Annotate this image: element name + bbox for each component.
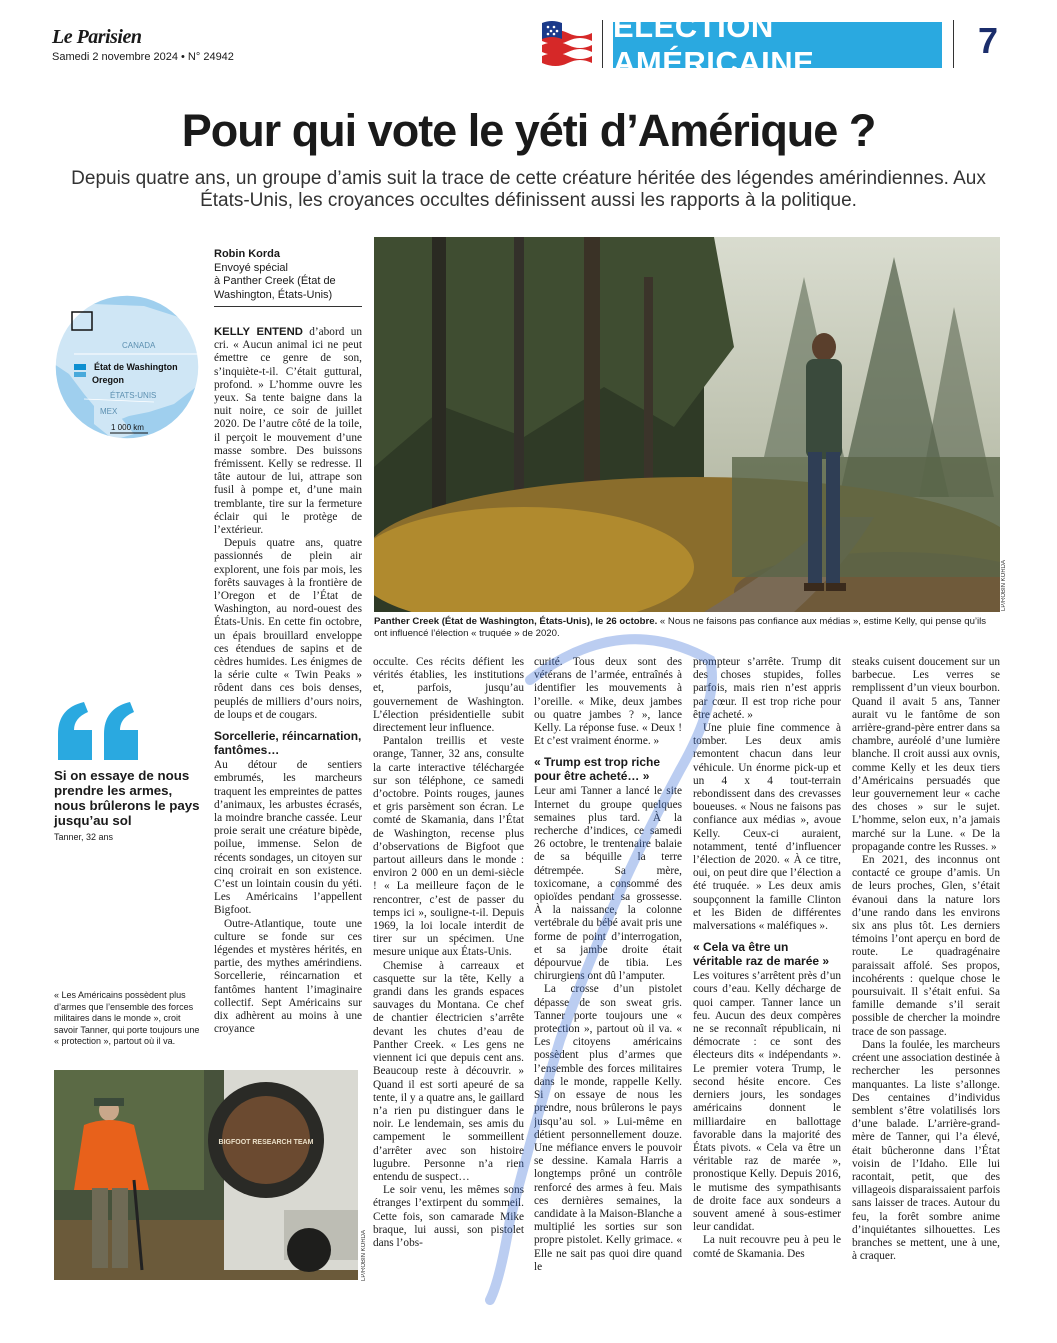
map-label-state: État de Washington [94, 362, 178, 372]
author-name: Robin Korda [214, 248, 280, 260]
map-label-canada: CANADA [122, 341, 156, 350]
paragraph: Le soir venu, les mêmes sons étranges l’extirpent du sommeil. Cette fois, son camarade Mike braque, lui aussi, son pistolet dans l’obs- [373, 1184, 524, 1249]
pull-quote: Si on essaye de nous prendre les armes, nous brûlerons le pays jusqu’au sol [54, 768, 200, 828]
map-scale: 1 000 km [111, 423, 144, 432]
author-location: à Panther Creek (État de Washington, États-Unis) [214, 275, 336, 301]
map-label-mex: MEX [100, 407, 118, 416]
newspaper-logo: Le Parisien [52, 26, 142, 48]
paragraph: Chemise à carreaux et casquette sur la tête, Kelly a grandi dans les grands espaces sauvages du Montana. Ce chef de chantier électricien s’arrête devant les chutes d’eau de Panther Creek. « Les gens ne viennent ici que depuis cent ans. Beaucoup reste à découvrir. » Quand il est sorti apeuré de sa tente, il y a quatre ans, le gaillard n’a rien pu distinguer dans le noir. Le lendemain, ses amis du campement le sommeillent d’arrêter avec son histoire lugubre. Personne n’a rien entendu de suspect… [373, 959, 524, 1183]
us-flag-icon [538, 19, 594, 69]
body-column-2 [373, 656, 524, 1281]
paragraph: En 2021, des inconnus ont contacté ce groupe d’amis. Un de leurs proches, Glen, s’était évanoui dans la nature lors d’une rando dans les environs six ans plus tôt. Les derniers témoins l’ont aperçu en bord de route. Le quadragénaire paraissait affolé. Ses propos, incohérents : quelque chose le poursuivait. Il s’était enfui. Sa famille demande s’il serait possible de chercher la moindre trace de son passage. [852, 854, 1000, 1038]
paragraph: La crosse d’un pistolet dépasse de son sweat gris. Tanner porte toujours une « protection », partout où il va. « Les citoyens américains possèdent plus d’armes que l’ensemble des forces militaires dans le monde, rappelle Kelly. Si on essaye de nous les prendre, nous brûlerons le pays jusqu’au sol. » Lui-même en détient personnellement douze. Une méfiance envers le pouvoir se dessine. Kamala Harris a longtemps prôné un contrôle renforcé des armes à feu. Mais ces dernières semaines, la candidate à la Maison-Blanche a multiplié les sorties sur son propre pistolet. Kelly grimace. « Elle ne sait pas quoi dire quand le [534, 983, 682, 1273]
photo-caption [374, 616, 994, 640]
small-photo [54, 1070, 358, 1280]
body-column-4 [693, 656, 841, 1281]
quote-mark-icon [54, 700, 144, 764]
header-divider [953, 20, 954, 68]
author-role: Envoyé spécial [214, 261, 288, 274]
paragraph: Au détour de sentiers embrumés, les marcheurs traquent les empreintes de pattes d’animaux, les arbustes écrasés, la moindre branche cassée. Leur proie serait une créature bipède, poilue, immense. Selon de récents sondages, un citoyen sur cinq croirait en son existence. C’est un lointain cousin du yéti. Les Américains l’appellent Bigfoot. [214, 759, 362, 917]
pull-quote-attribution: Tanner, 32 ans [54, 832, 114, 842]
section-tag: ÉLECTION AMÉRICAINE [613, 22, 942, 68]
paragraph: Dans la foulée, les marcheurs créent une association destinée à rechercher les personnes manquantes. La liste s’allonge. Des centaines d’individus semblent s’être volatilisés lors d’une balade. L’arrière-grand-mère de Tanner, qui l’a élevé, était bûcheronne dans l’État voisin de l’Idaho. Elle lui racontait, petit, que des villageois disparaissaient parfois sans laisser de traces. Autour du feu, la forêt sombre anime d’inquiétantes silhouettes. Les branches se mettent, une à une, à craquer. [852, 1038, 1000, 1263]
subheading: Sorcellerie, réincarnation, fantômes… [214, 729, 362, 757]
paragraph: occulte. Ces récits défient les vérités établies, les institutions et, parfois, jusqu’au gouvernement de Washington. L’élection présidentielle subit directement leur influence. [373, 656, 524, 735]
masthead [52, 26, 234, 63]
lead-in: KELLY ENTEND [214, 326, 303, 338]
subheading: « Cela va être un véritable raz de marée » [693, 940, 830, 968]
header-divider [602, 20, 603, 68]
paragraph: Outre-Atlantique, toute une culture se fonde sur ces légendes et mystères hérités, en partie, des mythes amérindiens. Sorcellerie, réincarnation et fantômes hantent l’imaginaire collectif. Sept Américains sur dix adhèrent au moins à une croyance [214, 917, 362, 1036]
body-column-1 [214, 326, 362, 1061]
main-photo [374, 237, 1000, 612]
paragraph: curité. Tous deux sont des vétérans de l’armée, entraînés à identifier les mouvements à l’oreille. « Mike, deux jambes ou quatre jambes ? », lance Kelly. La réponse fuse. « Deux ! Et c’est vraiment énorme. » [534, 656, 682, 748]
paragraph: Une pluie fine commence à tomber. Les deux amis remontent chacun dans leur véhicule. Un énorme pick-up et un 4 x 4 tout-terrain rebondissent dans des crevasses boueuses. « Nous ne faisons pas confiance aux médias », avoue Kelly. Ceux-ci auraient, notamment, tenté d’influencer l’élection de 2020. « À ce titre, oui, on peut dire que l’élection a été truquée. » Les deux amis soupçonnent la famille Clinton et les Biden de différentes malversations « maléfiques ». [693, 722, 841, 933]
paragraph: d’abord un cri. « Aucun animal ici ne peut émettre ce genre de son, s’inquiète-t-il. C’était guttural, profond. » L’homme ouvre les yeux. Sa tente baigne dans la nuit noire, ce soir de juillet 2020. De l’autre côté de la toile, il perçoit le mouvement d’une masse sombre. Des buissons frémissent. Kelly se redresse. Il tâte autour de lui, attrape son fusil à pompe et, d’une main tremblante, tire sur la fermeture éclair qui le protège de l’extérieur. [214, 326, 362, 537]
headline: Pour qui vote le yéti d’Amérique ? [181, 105, 876, 156]
page-number: 7 [978, 20, 999, 61]
paragraph: Leur ami Tanner a lancé le site Internet du groupe quelques semaines plus tard. À la recherche d’indices, ce samedi 26 octobre, le trentenaire balaie de sa béquille la terre détrempée. Sa mère, toxicomane, a consommé des opioïdes pendant sa grossesse. À la naissance, la colonne vertébrale du bébé avait pris une forme de point d’interrogation, et sa jambe droite était dépourvue de tibia. Les chirurgiens ont dû l’amputer. [534, 785, 682, 983]
paragraph: Depuis quatre ans, quatre passionnés de plein air explorent, une fois par mois, les forêts sauvages à la frontière de l’Oregon et de l’État de Washington, au nord-ouest des États-Unis. En cette fin octobre, un épais brouillard enveloppe ces étendues de sapins et de cèdres humides. Les énigmes de la série culte « Twin Peaks » rôdent dans ces bois denses, peuplés de milliers d’ours noirs, de loups et de cougars. [214, 537, 362, 721]
caption-text: « Nous ne faisons pas confiance aux médias », estime Kelly, qui pense qu’ils ont influencé l’élection « truquée » de 2020. [374, 616, 987, 639]
subheading: « Trump est trop riche pour être acheté… » [534, 755, 661, 783]
paragraph: Les voitures s’arrêtent près d’un cours d’eau. Kelly décharge de quoi camper. Tanner lance un feu. Aucun des deux compères ne se reconnaît républicain, ni démocrate : ce sont des électeurs dits « indépendants ». Le premier votera Trump, le second hésite encore. Ces derniers jours, les sondages américains donnent le milliardaire en ballottage favorable dans la majorité des États pivots. « Cela va être un véritable raz de marée », pronostique Kelly. Depuis 2016, le mutisme des sympathisants de droite face aux sondeurs a souvent amené à sous-estimer leur candidat. [693, 970, 841, 1234]
small-photo-credit: LP/ROBIN KORDA [361, 1230, 367, 1282]
paragraph: La nuit recouvre peu à peu le comté de Skamania. Des [693, 1234, 841, 1260]
paragraph: Pantalon treillis et veste orange, Tanner, 32 ans, consulte la carte interactive téléchargée sur son téléphone, ce samedi d’octobre. Points rouges, jaunes et gris parsèment son écran. Le comté de Skamania, dans l’État de Washington, recense plus d’observations de Bigfoot que partout ailleurs dans le monde : environ 2 000 en un demi-siècle ! « La meilleure façon de le rencontrer, c’est de passer du temps ici », souligne-t-il. Depuis 1969, la loi locale interdit de tirer sur un spécimen. Une mesure unique aux États-Unis. [373, 735, 524, 959]
standfirst: Depuis quatre ans, un groupe d’amis suit la trace de cette créature héritée des légendes amérindiennes. Aux États-Unis, les croyances occultes définissent aussi les rapports à la politique. [71, 168, 986, 211]
map-label-oregon: Oregon [92, 375, 125, 385]
map-label-us: ÉTATS-UNIS [110, 391, 157, 400]
dateline: Samedi 2 novembre 2024 • N° 24942 [52, 51, 234, 63]
body-column-3 [534, 656, 682, 1281]
caption-location: Panther Creek (État de Washington, États-Unis), le 26 octobre. [374, 616, 658, 627]
tire-cover-text: BIGFOOT RESEARCH TEAM [218, 1139, 314, 1146]
paragraph: steaks cuisent doucement sur un barbecue. Les verres se remplissent d’un vieux bourbon. Quand il avait 5 ans, Tanner aurait vu le fantôme de son arrière-grand-père entrer dans sa chambre, auréolé d’une lumière blanche. Il croit aussi aux ovnis, comme Kelly et les deux tiers d’Américains persuadés que leur gouvernement leur « cache des choses » sur le sujet. L’homme, selon eux, n’a jamais marché sur la Lune. « De la propagande contre les Russes. » [852, 656, 1000, 853]
photo-credit: LP/ROBIN KORDA [1001, 560, 1007, 612]
small-photo-caption: « Les Américains possèdent plus d’armes que l’ensemble des forces militaires dans le monde », croit savoir Tanner, qui porte toujours une « protection », partout où il va. [54, 990, 200, 1046]
locator-map [54, 294, 200, 440]
body-column-5 [852, 656, 1000, 1281]
paragraph: prompteur s’arrête. Trump dit des choses stupides, folles parfois, mais rien n’est appris par cœur. Il est trop riche pour être acheté. » [693, 656, 841, 721]
byline [214, 248, 362, 307]
